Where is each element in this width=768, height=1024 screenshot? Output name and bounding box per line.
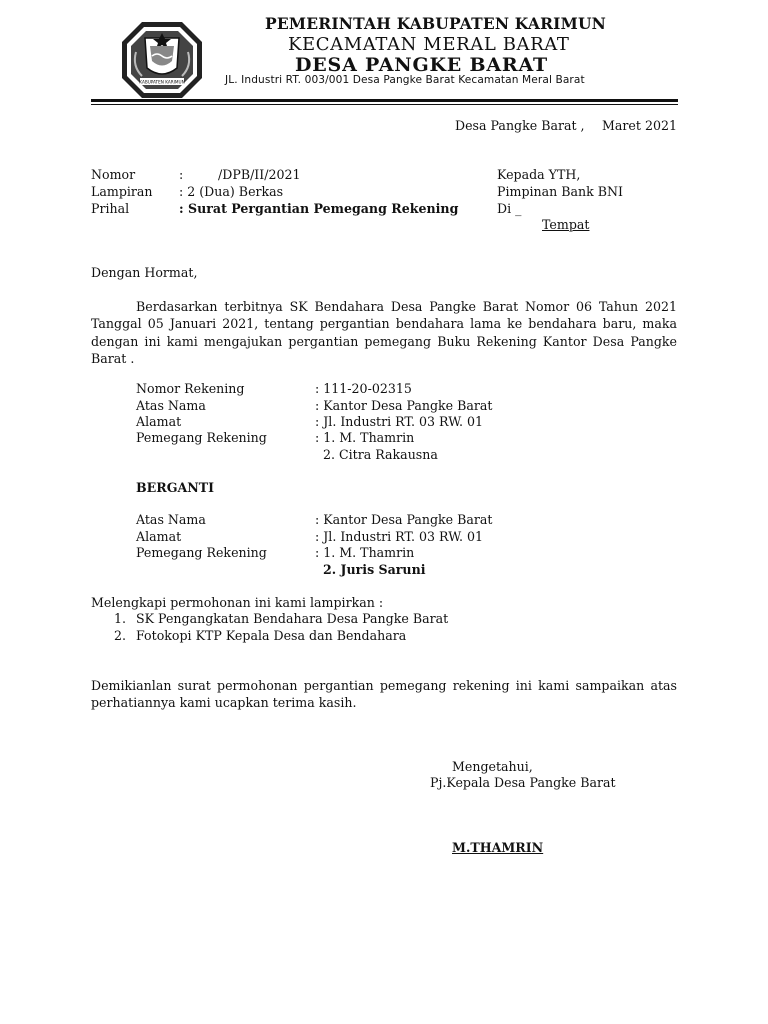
lampiran-label: Lampiran <box>91 184 153 199</box>
old-alamat-label: Alamat <box>136 414 182 429</box>
body-paragraph: Berdasarkan terbitnya SK Bendahara Desa Pangke Barat Nomor 06 Tahun 2021 Tanggal 05 Januari 2021, tentang pergantian bendahara lama ke bendahara baru, maka dengan ini kami mengajukan pergantian pemegang Buku Rekening Kantor Desa Pangke Barat . <box>91 299 677 367</box>
old-nomor-value: : 111-20-02315 <box>315 381 412 396</box>
svg-text:KABUPATEN KARIMUN: KABUPATEN KARIMUN <box>139 79 185 85</box>
prihal-label: Prihal <box>91 201 130 216</box>
signature-title: Pj.Kepala Desa Pangke Barat <box>430 775 616 790</box>
letterhead-line2: KECAMATAN MERAL BARAT <box>288 34 570 55</box>
attachment-item: SK Pengangkatan Bendahara Desa Pangke Barat <box>136 611 449 626</box>
new-nama-label: Atas Nama <box>136 512 206 527</box>
letterhead-rule-thin <box>91 104 678 105</box>
prihal-value: : Surat Pergantian Pemegang Rekening <box>179 201 459 216</box>
old-pemegang-2: 2. Citra Rakausna <box>323 447 438 462</box>
signature-name: M.THAMRIN <box>452 840 544 855</box>
recipient-line2: Pimpinan Bank BNI <box>497 184 624 199</box>
old-pemegang-label: Pemegang Rekening <box>136 430 267 445</box>
attachment-num: 2. <box>114 628 127 643</box>
nomor-value: /DPB/II/2021 <box>218 167 301 182</box>
date-place: Desa Pangke Barat , <box>455 118 585 133</box>
new-alamat-value: : Jl. Industri RT. 03 RW. 01 <box>315 529 483 544</box>
kabupaten-karimun-logo <box>112 16 212 102</box>
old-pemegang-1: : 1. M. Thamrin <box>315 430 415 445</box>
letterhead-address: JL. Industri RT. 003/001 Desa Pangke Barat Kecamatan Meral Barat <box>225 74 585 86</box>
date-month-year: Maret 2021 <box>602 118 677 133</box>
attachment-item: Fotokopi KTP Kepala Desa dan Bendahara <box>136 628 407 643</box>
attachments-intro: Melengkapi permohonan ini kami lampirkan : <box>91 595 384 610</box>
old-alamat-value: : Jl. Industri RT. 03 RW. 01 <box>315 414 483 429</box>
new-pemegang-1: : 1. M. Thamrin <box>315 545 415 560</box>
lampiran-value: : 2 (Dua) Berkas <box>179 184 284 199</box>
letterhead-line3: DESA PANGKE BARAT <box>295 54 548 76</box>
new-pemegang-2: 2. Juris Saruni <box>323 562 426 577</box>
recipient-line3: Di _ <box>497 201 522 216</box>
letterhead-rule-thick <box>91 99 678 102</box>
recipient-line4: Tempat <box>542 217 590 232</box>
new-nama-value: : Kantor Desa Pangke Barat <box>315 512 493 527</box>
nomor-colon: : <box>179 167 184 182</box>
new-pemegang-label: Pemegang Rekening <box>136 545 267 560</box>
new-alamat-label: Alamat <box>136 529 182 544</box>
signature-mengetahui: Mengetahui, <box>452 759 533 774</box>
recipient-line1: Kepada YTH, <box>497 167 581 182</box>
old-nama-label: Atas Nama <box>136 398 206 413</box>
nomor-label: Nomor <box>91 167 136 182</box>
greeting: Dengan Hormat, <box>91 265 198 280</box>
berganti-heading: BERGANTI <box>136 480 215 495</box>
attachment-num: 1. <box>114 611 127 626</box>
closing-paragraph: Demikianlan surat permohonan pergantian pemegang rekening ini kami sampaikan atas perhatiannya kami ucapkan terima kasih. <box>91 678 677 711</box>
letterhead-line1: PEMERINTAH KABUPATEN KARIMUN <box>265 14 607 33</box>
old-nama-value: : Kantor Desa Pangke Barat <box>315 398 493 413</box>
old-nomor-label: Nomor Rekening <box>136 381 245 396</box>
